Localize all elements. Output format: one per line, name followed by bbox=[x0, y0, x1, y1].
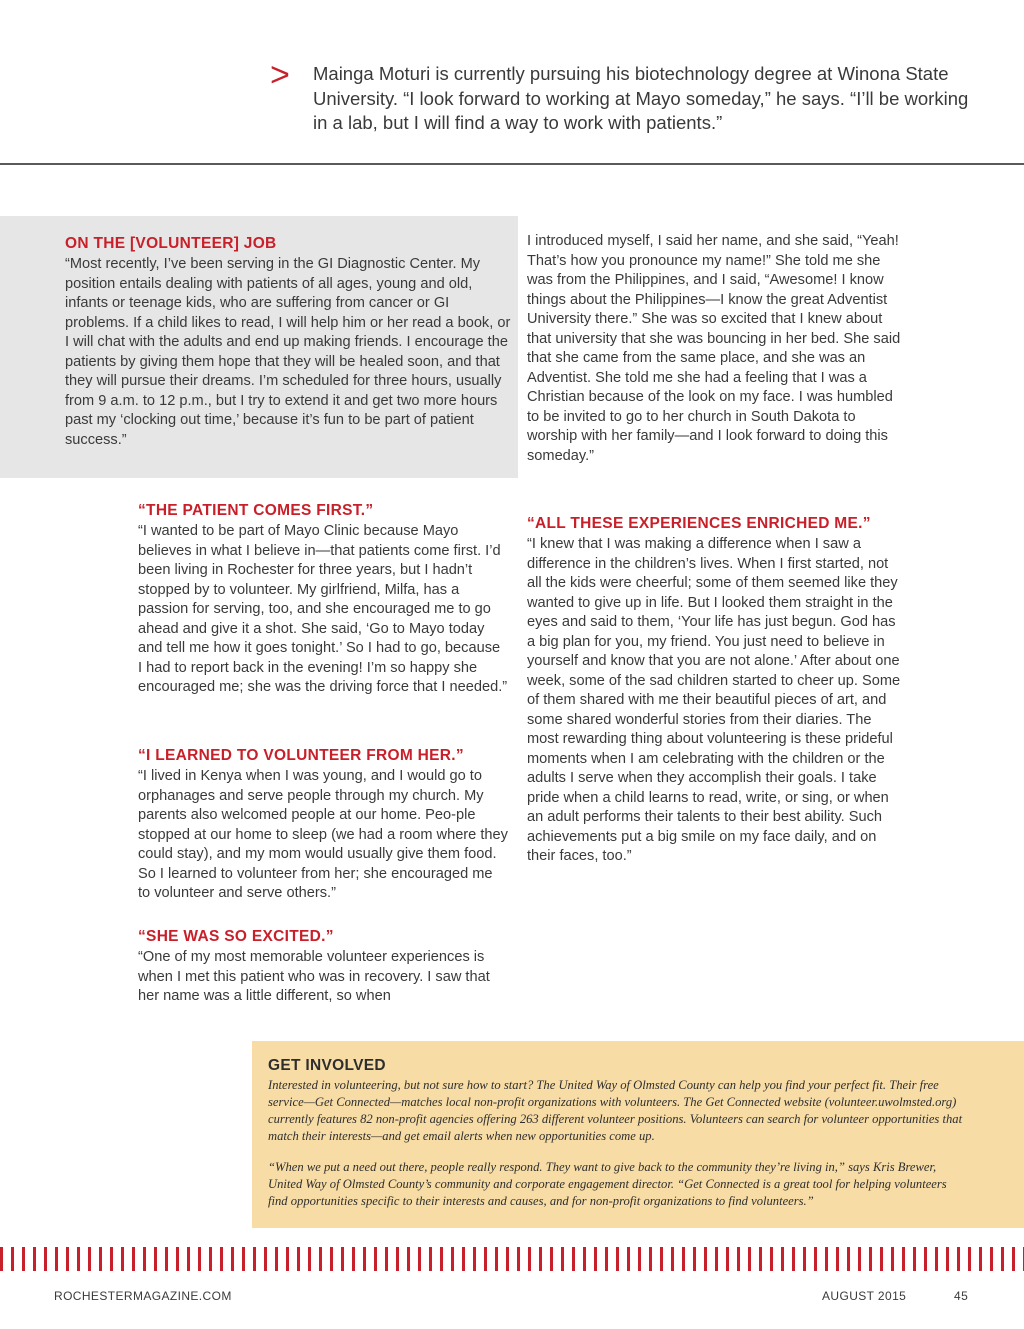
decorative-stripes bbox=[0, 1247, 1024, 1271]
chevron-right-icon: > bbox=[270, 56, 290, 94]
intro-quote bbox=[270, 56, 970, 136]
section-learned bbox=[138, 747, 508, 904]
section-body: “I wanted to be part of Mayo Clinic because Mayo believes in what I believe in—that patients come first. I’d been living in Rochester for three years, but I hadn’t stopped by to volunteer. My girlfriend, Milfa, has a passion for serving, too, and she encouraged me to go ahead and give it a shot. She said, ‘Go to Mayo today and tell me how it goes tonight.’ So I had to go, because I had to report back in the evening! I’m so happy she encouraged me; she was the driving force that I needed.” bbox=[138, 523, 508, 695]
section-heading: “I LEARNED TO VOLUNTEER FROM HER.” bbox=[138, 747, 464, 764]
section-volunteer-job bbox=[65, 235, 515, 450]
section-excited bbox=[138, 928, 508, 1007]
section-heading: ON THE [VOLUNTEER] JOB bbox=[65, 235, 277, 252]
section-heading: “THE PATIENT COMES FIRST.” bbox=[138, 502, 374, 519]
section-body: “Most recently, I’ve been serving in the GI Diagnostic Center. My position entails dealing with patients of all ages, young and old, infants or teenage kids, who are suffering from cancer or GI problems. If a child likes to read, I will help him or her read a book, or I will chat with the adults and end up making friends. I encourage the patients by giving them hope that they will be healed soon, and that they will pursue their dreams. I’m scheduled for three hours, usually from 9 a.m. to 12 p.m., but I try to extend it and get two more hours past my ‘clocking out time,’ because it’s fun to be part of patient success.” bbox=[65, 256, 511, 448]
get-involved-paragraph: Interested in volunteering, but not sure how to start? The United Way of Olmsted County can help you find your perfect fit. Their free service—Get Connected—matches local non-profit organizations with volunteers. The Get Connected website (volunteer.uwolmsted.org) currently features 82 non-profit agencies offering 263 different volunteer positions. Volunteers can search for volunteer opportunities that match their interests—and get email alerts when new opportunities come up. bbox=[268, 1078, 963, 1143]
section-body: “One of my most memorable volunteer experiences is when I met this patient who was in recovery. I saw that her name was a little different, so when bbox=[138, 949, 490, 1004]
section-heading: “ALL THESE EXPERIENCES ENRICHED ME.” bbox=[527, 515, 871, 532]
section-enriched bbox=[527, 515, 902, 867]
page-number: 45 bbox=[954, 1289, 969, 1303]
footer-issue: AUGUST 2015 bbox=[822, 1289, 907, 1303]
footer-site: ROCHESTERMAGAZINE.COM bbox=[54, 1289, 232, 1303]
section-body: “I knew that I was making a difference when I saw a difference in the children’s lives. When I first started, not all the kids were cheerful; some of them seemed like they wanted to give up in life. But I looked them straight in the eyes and said to them, ‘Your life has just begun. God has a big plan for you, my friend. You just need to believe in yourself and know that you are not alone.’ After about one week, some of the sad children started to cheer up. Some of them shared with me their beautiful pieces of art, and some shared wonderful stories from their diaries. The most rewarding thing about volunteering is these prideful moments when I am celebrating with the children or the adults I serve when they accomplish their goals. I take pride when a child learns to read, write, or sing, or when an adult performs their talents to their best ability. Such achievements put a big smile on my face daily, and on their faces, too.” bbox=[527, 536, 901, 864]
get-involved-heading: GET INVOLVED bbox=[268, 1057, 386, 1074]
intro-text: Mainga Moturi is currently pursuing his biotechnology degree at Winona State University. “I look forward to working at Mayo someday,” he says. “I’ll be working in a lab, but I will find a way to work with patients.” bbox=[313, 63, 969, 133]
section-patient-first bbox=[138, 502, 508, 698]
section-body: “I lived in Kenya when I was young, and I would go to orphanages and serve people through my church. My parents also welcomed people at our home. Peo-ple stopped at our home to sleep (we had a room where they could stay), and my mom would usually give them food. So I learned to volunteer from her; she encouraged me to volunteer and serve others.” bbox=[138, 768, 508, 901]
section-heading: “SHE WAS SO EXCITED.” bbox=[138, 928, 334, 945]
divider bbox=[0, 163, 1024, 165]
section-body: I introduced myself, I said her name, and she said, “Yeah! That’s how you pronounce my name!” She told me she was from the Philippines, and I said, “Awesome! I know things about the Philippines—I know the great Adventist University there.” She was so excited that I knew about that university that she was bouncing in her bed. She said that she came from the same place, and she was an Adventist. She told me she had a feeling that I was a Christian because of the look on my face. I was humbled to be invited to go to her church in South Dakota to worship with her family—and I look forward to doing this someday.” bbox=[527, 233, 901, 464]
section-excited-continued bbox=[527, 232, 902, 466]
get-involved-quote: “When we put a need out there, people really respond. They want to give back to the community they’re living in,” says Kris Brewer, United Way of Olmsted County’s community and corporate engagement director. “Get Connected is a great tool for helping volunteers find opportunities specific to their interests and causes, and for non-profit organizations to find volunteers.” bbox=[268, 1160, 947, 1208]
get-involved-box bbox=[252, 1041, 1024, 1228]
